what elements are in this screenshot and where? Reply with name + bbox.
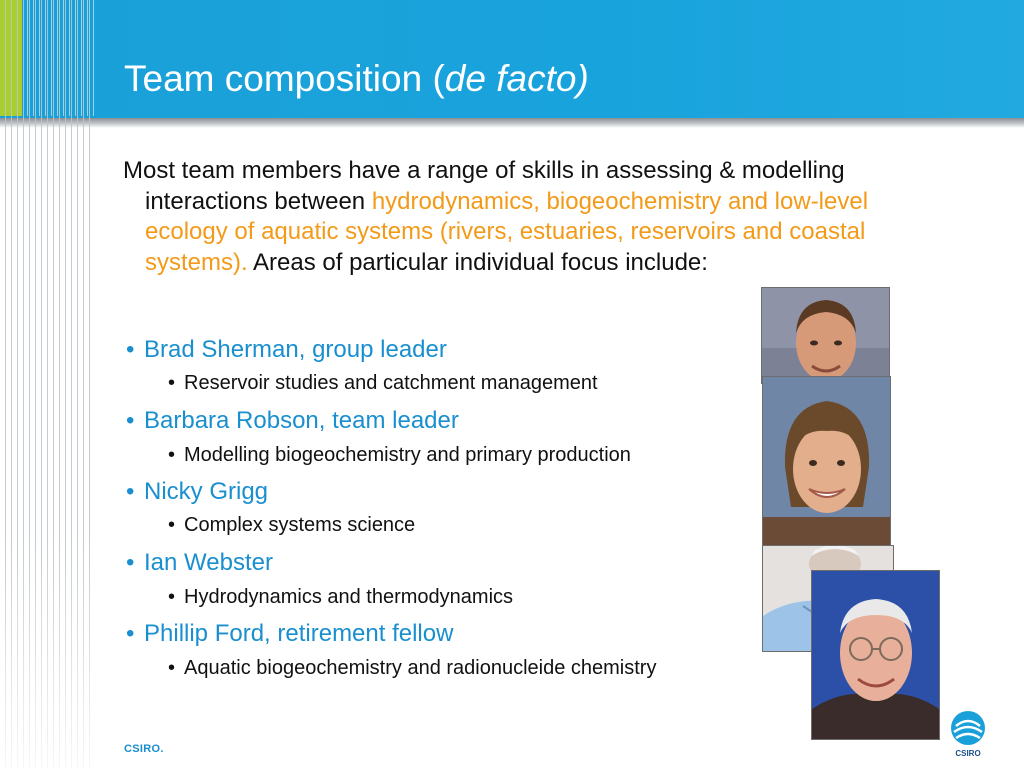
member-focus-text: Modelling biogeochemistry and primary production (184, 444, 631, 466)
intro-text: Most team members have a range of skills in assessing & modelling interactions between (123, 157, 845, 215)
bullet-icon: • (126, 620, 135, 647)
logo-text: CSIRO (955, 749, 981, 758)
bullet-icon: • (168, 372, 176, 394)
member-focus-text: Complex systems science (184, 514, 416, 536)
member-focus-text: Hydrodynamics and thermodynamics (184, 586, 514, 608)
header-shadow (0, 118, 1024, 128)
bullet-icon: • (168, 514, 176, 536)
member-focus (168, 372, 598, 395)
intro-text-end: Areas of particular individual focus include: (247, 248, 708, 276)
csiro-logo-icon (946, 708, 990, 758)
member-photo (762, 376, 891, 548)
slide-title (124, 58, 589, 100)
bullet-icon: • (126, 549, 135, 576)
intro-paragraph (123, 156, 935, 278)
member-photo (761, 287, 890, 384)
member-focus (168, 657, 656, 680)
member-focus-text: Reservoir studies and catchment management (184, 372, 598, 394)
bullet-icon: • (168, 586, 176, 608)
bullet-icon: • (126, 478, 135, 505)
member-name-text: Brad Sherman, group leader (144, 336, 447, 363)
member-name-text: Barbara Robson, team leader (144, 407, 459, 434)
member-name-text: Ian Webster (144, 549, 273, 576)
member-name-text: Phillip Ford, retirement fellow (144, 620, 454, 647)
member-name-text: Nicky Grigg (144, 478, 269, 505)
member-name (126, 549, 273, 577)
member-focus (168, 586, 513, 609)
member-name (126, 336, 447, 364)
slide-title-italic: de facto) (444, 58, 589, 99)
intro-highlight: hydrodynamics, biogeochemistry and low-level ecology of aquatic systems (rivers, estuaries, reservoirs and coastal systems). (145, 187, 869, 276)
member-focus (168, 514, 415, 537)
member-name (126, 478, 268, 506)
bullet-icon: • (126, 407, 135, 434)
member-name (126, 407, 459, 435)
decorative-stripes-top (22, 0, 95, 116)
member-name (126, 620, 453, 648)
footer-brand-text: CSIRO. (124, 743, 164, 755)
member-focus-text: Aquatic biogeochemistry and radionucleide chemistry (184, 657, 657, 679)
member-photo (811, 570, 940, 740)
member-focus (168, 444, 631, 467)
bullet-icon: • (168, 444, 176, 466)
bullet-icon: • (126, 336, 135, 363)
slide-title-main: Team composition ( (124, 58, 445, 99)
bullet-icon: • (168, 657, 176, 679)
